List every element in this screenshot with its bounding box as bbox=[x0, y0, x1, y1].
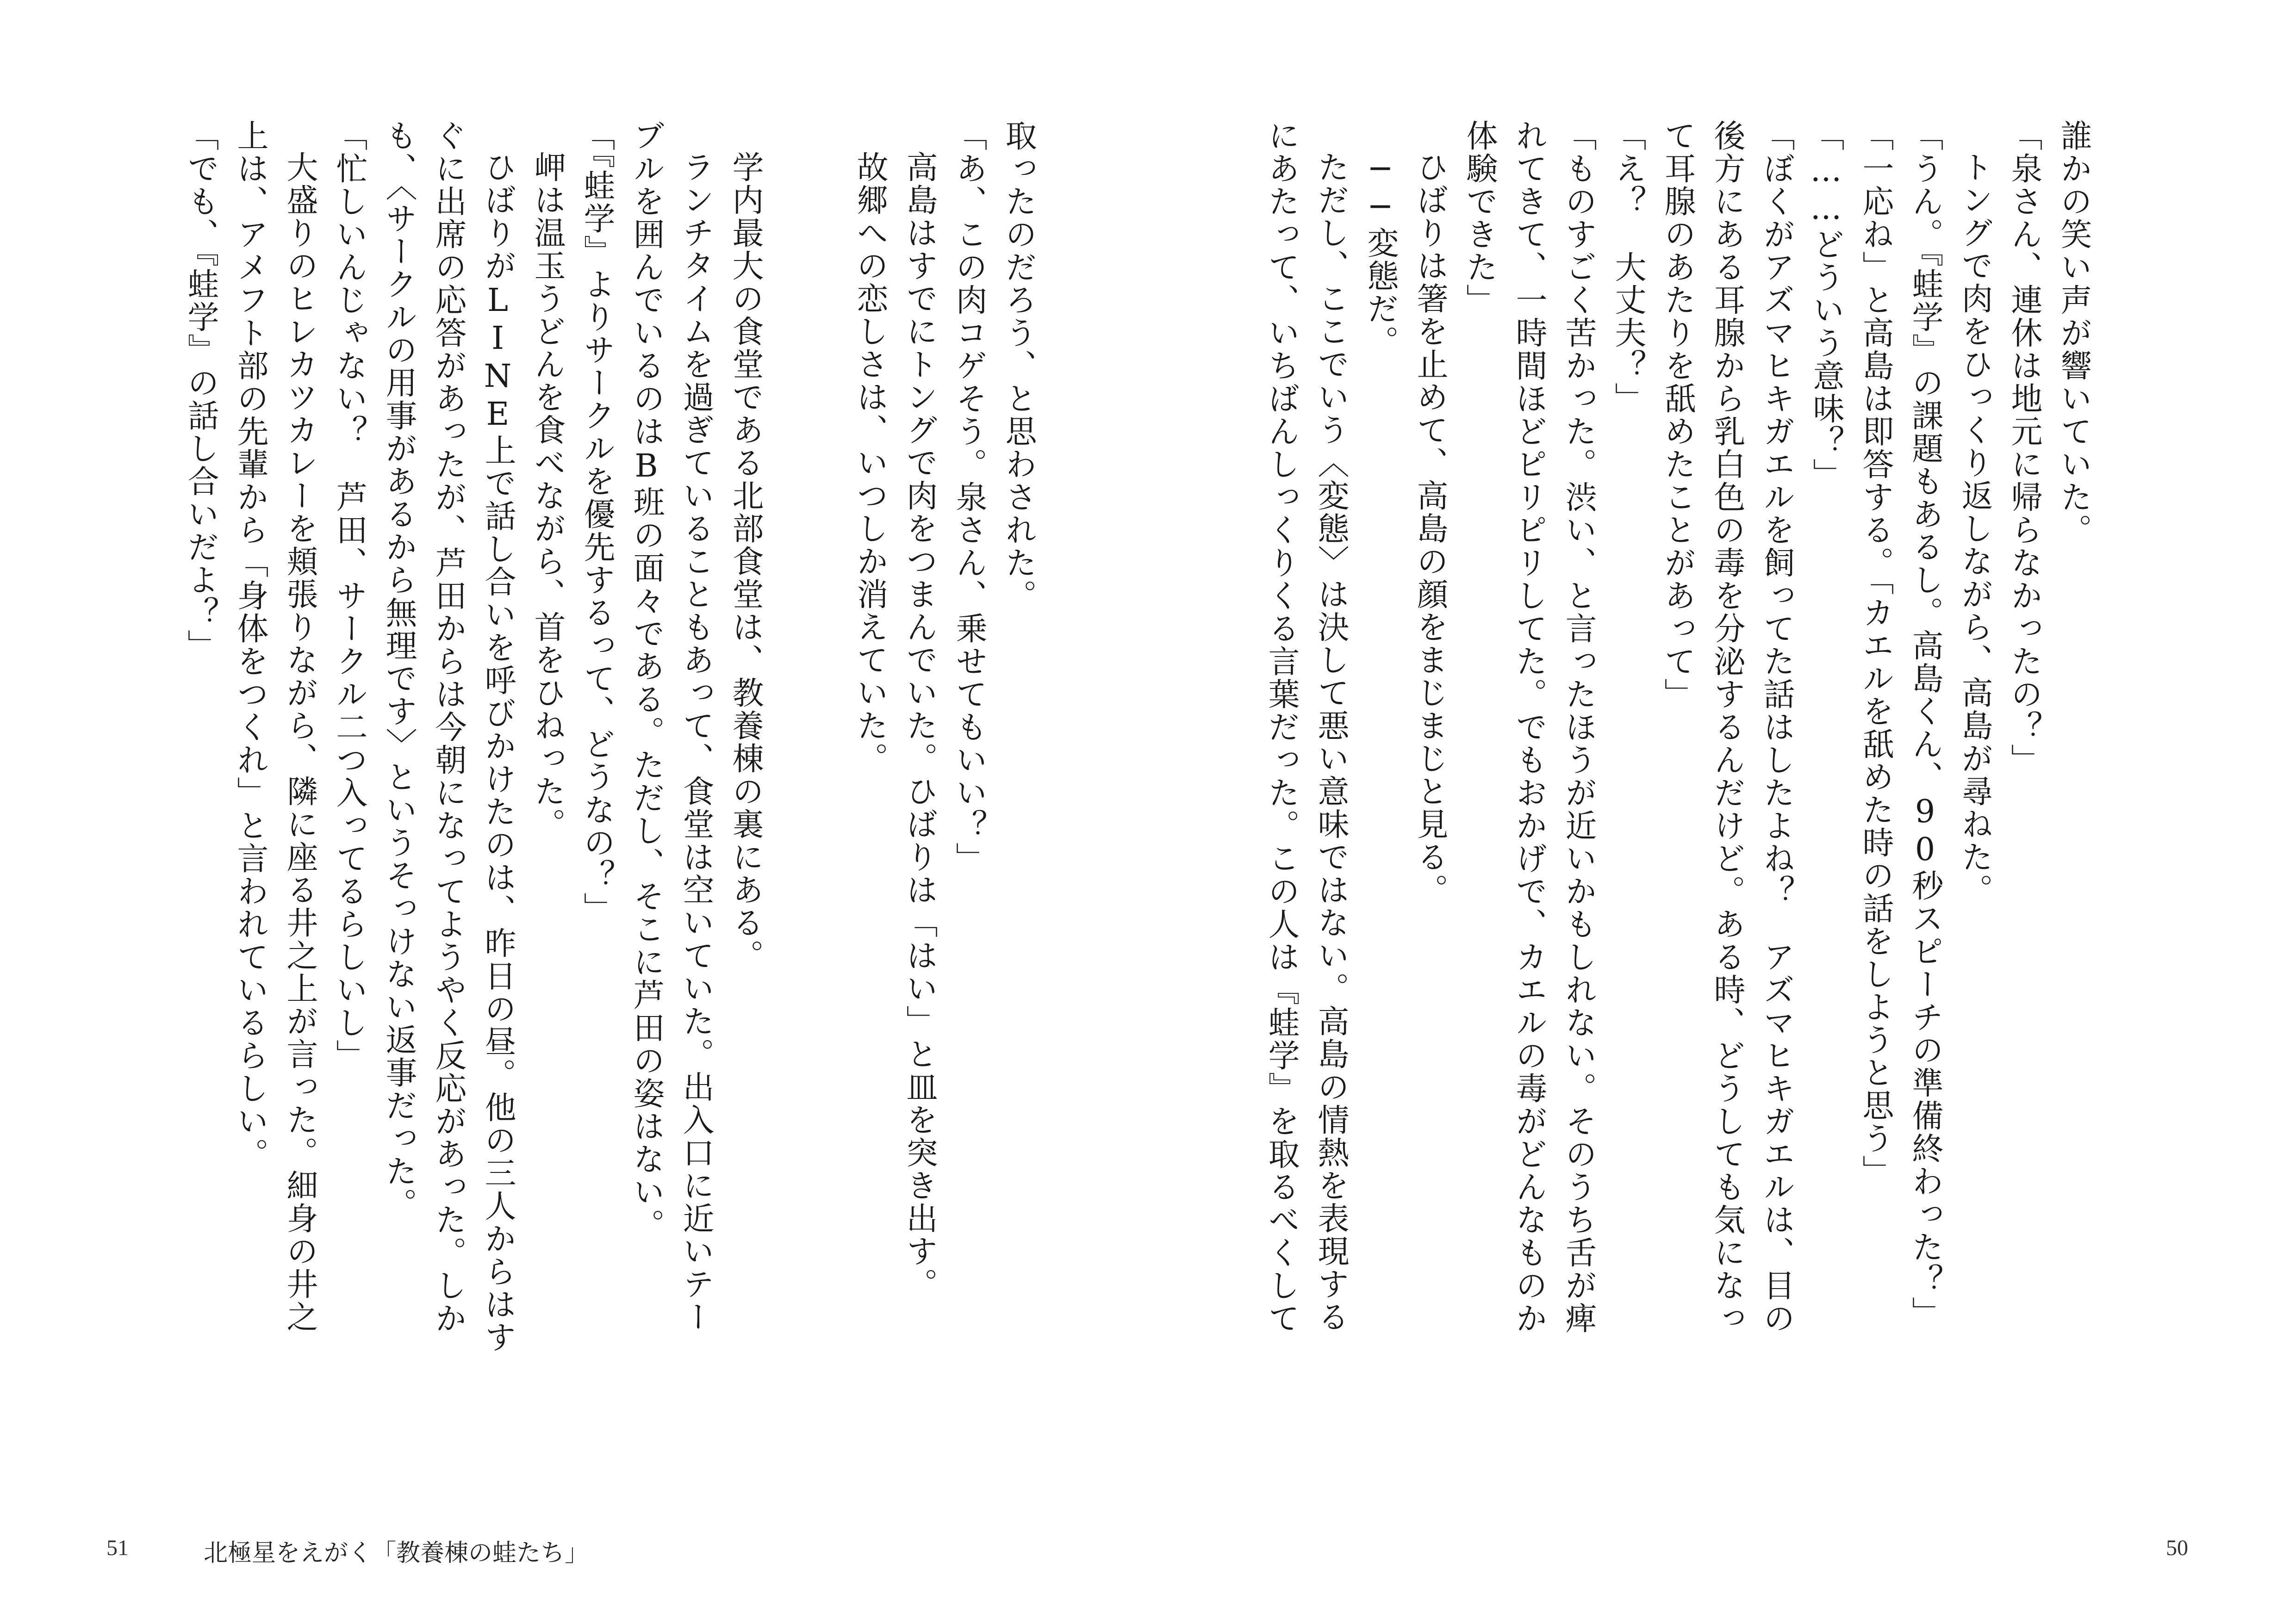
text-line: トングで肉をひっくり返しながら、高島が尋ねた。 bbox=[1956, 151, 1993, 906]
text-line: 上は、アメフト部の先輩から「身体をつくれ」と言われているらしい。 bbox=[232, 119, 268, 1171]
text-line: ブルを囲んでいるのはB班の面々である。ただし、そこに芦田の姿はない。 bbox=[628, 119, 665, 1241]
text-line: 「ぼくがアズマヒキガエルを飼ってた話はしたよね？ アズマヒキガエルは、目の bbox=[1758, 119, 1795, 1335]
page-number: 50 bbox=[2166, 1536, 2188, 1560]
text-line: 「『蛙学』よりサークルを優先するって、どうなの？」 bbox=[579, 119, 615, 925]
text-line: ひばりは箸を止めて、高島の顔をまじまじと見る。 bbox=[1412, 151, 1448, 906]
text-line: 「……どういう意味？」 bbox=[1808, 119, 1844, 491]
running-title: 北極星をえがく「教養棟の蛙たち」 bbox=[204, 1539, 589, 1567]
text-line: 高島はすでにトングで肉をつまんでいた。ひばりは「はい」と皿を突き出す。 bbox=[901, 151, 938, 1301]
text-line: も、〈サークルの用事があるから無理です〉というそっけない返事だった。 bbox=[380, 119, 417, 1221]
text-line: 大盛りのヒレカツカレーを頬張りながら、隣に座る井之上が言った。細身の井之 bbox=[281, 151, 318, 1333]
text-line: ひばりがLINE上で話し合いを呼びかけたのは、昨日の昼。他の三人からはす bbox=[479, 151, 516, 1354]
text-line: 「一応ね」と高島は即答する。「カエルを舐めた時の話をしようと思う」 bbox=[1857, 119, 1894, 1188]
text-line: 後方にある耳腺から乳白色の毒を分泌するんだけど。ある時、どうしても気になっ bbox=[1709, 119, 1745, 1335]
text-line: 体験できた」 bbox=[1461, 119, 1498, 316]
text-line: 「ものすごく苦かった。渋い、と言ったほうが近いかもしれない。そのうち舌が痺 bbox=[1560, 119, 1597, 1335]
text-line: 誰かの笑い声が響いていた。 bbox=[2055, 119, 2092, 546]
text-line: 「でも、『蛙学』の話し合いだよ？」 bbox=[182, 119, 219, 662]
page-number: 51 bbox=[106, 1536, 129, 1560]
text-line: 「忙しいんじゃない？ 芦田、サークル二つ入ってるらしいし」 bbox=[331, 119, 367, 1072]
right-page bbox=[1148, 0, 2296, 1618]
text-line: 岬は温玉うどんを食べながら、首をひねった。 bbox=[529, 151, 566, 841]
text-line: て耳腺のあたりを舐めたことがあって」 bbox=[1659, 119, 1696, 711]
text-line: 「泉さん、連休は地元に帰らなかったの？」 bbox=[2006, 119, 2042, 776]
text-line: れてきて、一時間ほどピリピリしてた。でもおかげで、カエルの毒がどんなものか bbox=[1511, 119, 1547, 1335]
text-line: ランチタイムを過ぎていることもあって、食堂は空いていた。出入口に近いテー bbox=[678, 151, 714, 1333]
text-line: 取ったのだろう、と思わされた。 bbox=[1000, 119, 1037, 612]
text-line: 「あ、この肉コゲそう。泉さん、乗せてもいい？」 bbox=[951, 119, 987, 875]
text-line: 「え？ 大丈夫？」 bbox=[1610, 119, 1646, 415]
text-line: ──変態だ。 bbox=[1362, 151, 1399, 358]
text-line: 「うん。『蛙学』の課題もあるし。高島くん、90秒スピーチの準備終わった？」 bbox=[1907, 119, 1943, 1329]
text-line: ただし、ここでいう〈変態〉は決して悪い意味ではない。高島の情熱を表現する bbox=[1313, 151, 1349, 1333]
text-line: 学内最大の食堂である北部食堂は、教養棟の裏にある。 bbox=[727, 151, 764, 972]
text-line: 故郷への恋しさは、いつしか消えていた。 bbox=[852, 151, 888, 775]
text-line: ぐに出席の応答があったが、芦田からは今朝になってようやく反応があった。しか bbox=[430, 119, 467, 1335]
text-line: にあたって、いちばんしっくりくる言葉だった。この人は『蛙学』を取るべくして bbox=[1263, 119, 1300, 1335]
